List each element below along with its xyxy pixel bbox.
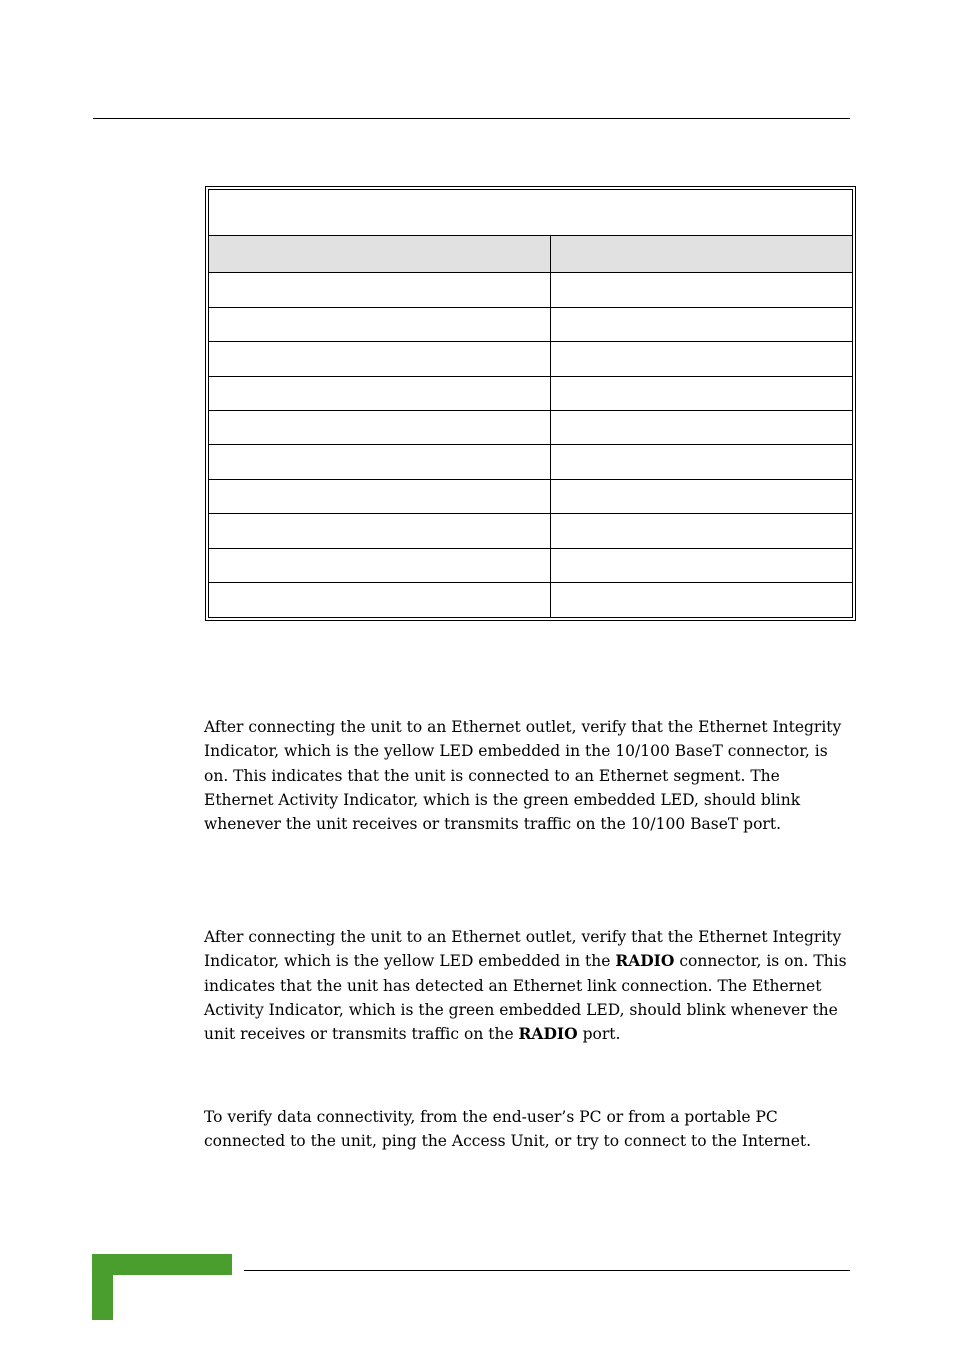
table-cell xyxy=(209,445,551,479)
table-cell xyxy=(551,307,853,341)
table-cell xyxy=(209,307,551,341)
paragraph-ethernet-indicators: After connecting the unit to an Ethernet outlet, verify that the Ethernet Integrity Indicator, which is the yellow LED embedded in the 10/100 BaseT connector, is on. This indicates that the unit is connected to an Ethernet segment. The Ethernet Activity Indicator, which is the green embedded LED, should blink whenever the unit receives or transmits traffic on the 10/100 BaseT port. xyxy=(204,718,842,834)
table-cell xyxy=(551,273,853,307)
table-cell xyxy=(551,411,853,445)
paragraph-radio-indicators xyxy=(204,925,854,1046)
table-row xyxy=(209,307,853,341)
table-row xyxy=(209,583,853,618)
text-run: port. xyxy=(577,1025,621,1044)
table-row xyxy=(209,273,853,307)
text-run: After connecting the unit to an Ethernet outlet, verify that the Ethernet Integrity Indicator, which is the yellow LED embedded in the xyxy=(204,928,842,971)
table-row xyxy=(209,548,853,582)
footer-rule xyxy=(244,1270,850,1271)
table-cell xyxy=(551,342,853,376)
table-row xyxy=(209,514,853,548)
table-cell xyxy=(209,273,551,307)
table-row xyxy=(209,445,853,479)
data-table xyxy=(205,186,856,621)
table-cell xyxy=(551,583,853,618)
table-cell xyxy=(209,479,551,513)
table-row xyxy=(209,376,853,410)
table-cell xyxy=(209,548,551,582)
table-cell xyxy=(209,376,551,410)
table-header-cell xyxy=(209,235,551,273)
paragraph-data-connectivity: To verify data connectivity, from the end-user’s PC or from a portable PC connected to the unit, ping the Access Unit, or try to connect to the Internet. xyxy=(204,1108,812,1151)
table-cell xyxy=(551,479,853,513)
table-row xyxy=(209,479,853,513)
radio-label: RADIO xyxy=(518,1024,578,1044)
footer-accent-bar xyxy=(92,1254,232,1275)
radio-label: RADIO xyxy=(615,951,675,971)
footer-accent-bar-vertical xyxy=(92,1254,113,1320)
table-cell xyxy=(551,548,853,582)
table-row xyxy=(209,411,853,445)
table-title xyxy=(209,190,853,236)
table-cell xyxy=(551,445,853,479)
table-cell xyxy=(209,583,551,618)
text-run: connector, is on. This indicates that the unit has detected an Ethernet link connection. The Ethernet Activity Indicator, which is the green embedded LED, should blink whenever the unit receives or transmits traffic on the xyxy=(204,952,847,1044)
table-header-cell xyxy=(551,235,853,273)
table-cell xyxy=(551,514,853,548)
header-rule xyxy=(93,118,850,119)
table-cell xyxy=(209,514,551,548)
table-row xyxy=(209,342,853,376)
table-cell xyxy=(209,342,551,376)
table-cell xyxy=(551,376,853,410)
table-cell xyxy=(209,411,551,445)
